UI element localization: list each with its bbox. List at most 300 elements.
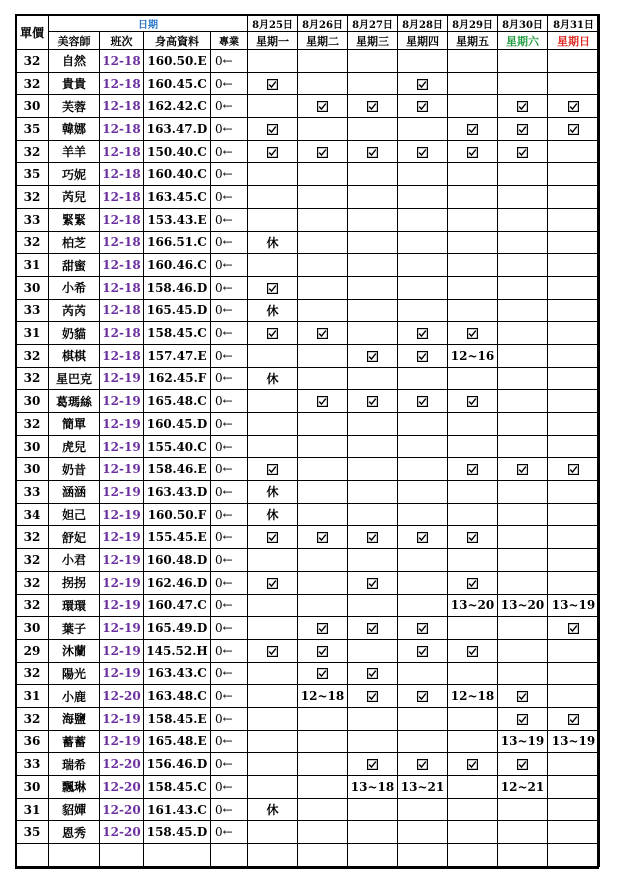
shift-cell: 12-18 bbox=[100, 344, 144, 367]
day-cell bbox=[448, 481, 498, 504]
day-cell bbox=[298, 594, 348, 617]
day-cell bbox=[398, 186, 448, 209]
schedule-table bbox=[15, 14, 600, 867]
day-cell bbox=[548, 503, 600, 526]
day-cell bbox=[548, 72, 600, 95]
day-cell bbox=[498, 481, 548, 504]
day-cell bbox=[498, 50, 548, 73]
day-cell bbox=[298, 140, 348, 163]
checked-box-icon bbox=[467, 124, 478, 135]
day-cell bbox=[398, 254, 448, 277]
shift-cell: 12-19 bbox=[100, 549, 144, 572]
day-cell bbox=[548, 186, 600, 209]
checked-box-icon bbox=[367, 396, 378, 407]
price-cell: 30 bbox=[16, 95, 49, 118]
day-cell: 13~19 bbox=[548, 594, 600, 617]
day-cell bbox=[348, 617, 398, 640]
day-cell bbox=[348, 662, 398, 685]
day-cell bbox=[348, 707, 398, 730]
day-cell bbox=[348, 594, 398, 617]
day-cell bbox=[298, 549, 348, 572]
day-cell bbox=[448, 639, 498, 662]
height-data-cell: 155.40.C bbox=[144, 435, 211, 458]
price-cell: 30 bbox=[16, 617, 49, 640]
table-row bbox=[16, 208, 600, 231]
checked-box-icon bbox=[417, 532, 428, 543]
price-cell: 31 bbox=[16, 685, 49, 708]
table-row bbox=[16, 617, 600, 640]
day-cell bbox=[498, 685, 548, 708]
day-cell bbox=[298, 798, 348, 821]
height-data-cell: 157.47.E bbox=[144, 344, 211, 367]
day-cell bbox=[298, 458, 348, 481]
name-cell: 海鹽 bbox=[49, 707, 100, 730]
date-cell: 8月25日 bbox=[248, 15, 298, 32]
checked-box-icon bbox=[517, 147, 528, 158]
shift-cell: 12-19 bbox=[100, 594, 144, 617]
name-cell: 緊緊 bbox=[49, 208, 100, 231]
profession-cell: 0← bbox=[211, 685, 248, 708]
profession-cell: 0← bbox=[211, 254, 248, 277]
day-cell: 13~21 bbox=[398, 776, 448, 799]
day-cell bbox=[248, 685, 298, 708]
day-cell bbox=[298, 390, 348, 413]
day-cell bbox=[298, 322, 348, 345]
day-cell bbox=[348, 254, 398, 277]
day-cell bbox=[448, 231, 498, 254]
checked-box-icon bbox=[367, 759, 378, 770]
day-cell bbox=[298, 617, 348, 640]
profession-cell: 0← bbox=[211, 798, 248, 821]
checked-box-icon bbox=[267, 646, 278, 657]
profession-cell: 0← bbox=[211, 163, 248, 186]
profession-cell: 0← bbox=[211, 435, 248, 458]
checked-box-icon bbox=[267, 328, 278, 339]
shift-cell: 12-19 bbox=[100, 435, 144, 458]
day-cell bbox=[398, 322, 448, 345]
day-cell: 12~18 bbox=[298, 685, 348, 708]
day-cell: 13~20 bbox=[448, 594, 498, 617]
day-cell bbox=[498, 821, 548, 844]
checked-box-icon bbox=[568, 101, 579, 112]
checked-box-icon bbox=[317, 101, 328, 112]
profession-cell: 0← bbox=[211, 140, 248, 163]
day-cell: 休 bbox=[248, 503, 298, 526]
table-row bbox=[16, 798, 600, 821]
table-row bbox=[16, 662, 600, 685]
name-cell: 環環 bbox=[49, 594, 100, 617]
table-row bbox=[16, 503, 600, 526]
height-data-cell: 145.52.H bbox=[144, 639, 211, 662]
profession-cell: 0← bbox=[211, 821, 248, 844]
price-cell: 31 bbox=[16, 798, 49, 821]
profession-cell: 0← bbox=[211, 231, 248, 254]
name-cell bbox=[49, 844, 100, 867]
checked-box-icon bbox=[467, 147, 478, 158]
day-cell bbox=[398, 526, 448, 549]
header-row-labels bbox=[16, 32, 600, 50]
day-cell bbox=[348, 549, 398, 572]
profession-cell: 0← bbox=[211, 367, 248, 390]
day-cell bbox=[398, 95, 448, 118]
shift-cell: 12-19 bbox=[100, 730, 144, 753]
day-cell bbox=[298, 367, 348, 390]
day-cell: 12~16 bbox=[448, 344, 498, 367]
day-cell bbox=[548, 685, 600, 708]
shift-cell: 12-18 bbox=[100, 140, 144, 163]
day-cell bbox=[348, 685, 398, 708]
day-cell bbox=[448, 299, 498, 322]
day-cell bbox=[298, 344, 348, 367]
date-cell: 8月31日 bbox=[548, 15, 600, 32]
day-cell bbox=[298, 821, 348, 844]
price-cell: 32 bbox=[16, 571, 49, 594]
shift-cell: 12-19 bbox=[100, 458, 144, 481]
day-cell: 休 bbox=[248, 798, 298, 821]
checked-box-icon bbox=[568, 124, 579, 135]
day-cell bbox=[298, 50, 348, 73]
day-cell bbox=[298, 662, 348, 685]
profession-cell: 0← bbox=[211, 549, 248, 572]
day-cell bbox=[498, 639, 548, 662]
day-cell bbox=[448, 95, 498, 118]
day-cell bbox=[248, 435, 298, 458]
price-cell: 30 bbox=[16, 390, 49, 413]
day-cell bbox=[298, 844, 348, 867]
day-cell bbox=[548, 617, 600, 640]
price-cell: 30 bbox=[16, 776, 49, 799]
day-cell bbox=[298, 526, 348, 549]
day-cell bbox=[248, 413, 298, 436]
day-cell bbox=[348, 435, 398, 458]
profession-cell: 0← bbox=[211, 707, 248, 730]
day-cell bbox=[448, 276, 498, 299]
shift-cell: 12-20 bbox=[100, 776, 144, 799]
day-cell bbox=[548, 662, 600, 685]
profession-cell: 0← bbox=[211, 50, 248, 73]
date-cell: 8月30日 bbox=[498, 15, 548, 32]
day-cell bbox=[448, 367, 498, 390]
price-cell: 29 bbox=[16, 639, 49, 662]
day-cell bbox=[498, 844, 548, 867]
day-cell: 休 bbox=[248, 299, 298, 322]
price-cell: 30 bbox=[16, 458, 49, 481]
price-cell: 32 bbox=[16, 526, 49, 549]
price-cell: 32 bbox=[16, 549, 49, 572]
day-cell bbox=[548, 549, 600, 572]
profession-cell: 0← bbox=[211, 299, 248, 322]
day-cell bbox=[348, 231, 398, 254]
name-cell: 棋棋 bbox=[49, 344, 100, 367]
day-cell bbox=[248, 707, 298, 730]
day-cell bbox=[548, 821, 600, 844]
day-cell bbox=[348, 503, 398, 526]
day-cell bbox=[248, 186, 298, 209]
price-cell: 32 bbox=[16, 594, 49, 617]
table-row bbox=[16, 435, 600, 458]
table-row bbox=[16, 753, 600, 776]
table-row bbox=[16, 571, 600, 594]
day-cell bbox=[498, 390, 548, 413]
height-data-cell: 160.40.C bbox=[144, 163, 211, 186]
day-cell bbox=[398, 571, 448, 594]
checked-box-icon bbox=[367, 623, 378, 634]
price-cell: 35 bbox=[16, 118, 49, 141]
height-data-cell: 161.43.C bbox=[144, 798, 211, 821]
table-row bbox=[16, 163, 600, 186]
name-cell: 小希 bbox=[49, 276, 100, 299]
day-cell bbox=[298, 163, 348, 186]
checked-box-icon bbox=[317, 646, 328, 657]
price-cell bbox=[16, 844, 49, 867]
day-cell bbox=[348, 140, 398, 163]
day-cell bbox=[248, 730, 298, 753]
day-cell bbox=[498, 617, 548, 640]
day-cell bbox=[248, 390, 298, 413]
weekday-cell: 星期二 bbox=[298, 32, 348, 50]
day-cell bbox=[548, 526, 600, 549]
name-cell: 簡單 bbox=[49, 413, 100, 436]
height-data-cell: 160.46.C bbox=[144, 254, 211, 277]
day-cell bbox=[248, 844, 298, 867]
day-cell bbox=[298, 776, 348, 799]
day-cell bbox=[348, 208, 398, 231]
day-cell bbox=[298, 435, 348, 458]
day-cell bbox=[298, 118, 348, 141]
day-cell bbox=[498, 367, 548, 390]
profession-cell: 0← bbox=[211, 118, 248, 141]
day-cell bbox=[548, 50, 600, 73]
day-cell bbox=[448, 50, 498, 73]
profession-cell: 0← bbox=[211, 344, 248, 367]
day-cell bbox=[548, 322, 600, 345]
day-cell bbox=[548, 707, 600, 730]
day-cell bbox=[398, 435, 448, 458]
day-cell bbox=[548, 390, 600, 413]
shift-cell: 12-18 bbox=[100, 231, 144, 254]
day-cell bbox=[348, 844, 398, 867]
price-cell: 36 bbox=[16, 730, 49, 753]
day-cell bbox=[248, 322, 298, 345]
day-cell bbox=[298, 254, 348, 277]
checked-box-icon bbox=[317, 328, 328, 339]
day-cell bbox=[348, 344, 398, 367]
day-cell bbox=[348, 413, 398, 436]
day-cell bbox=[298, 276, 348, 299]
checked-box-icon bbox=[467, 578, 478, 589]
day-cell bbox=[398, 798, 448, 821]
table-row bbox=[16, 549, 600, 572]
checked-box-icon bbox=[317, 147, 328, 158]
day-cell bbox=[498, 798, 548, 821]
profession-cell: 0← bbox=[211, 458, 248, 481]
shift-cell: 12-19 bbox=[100, 390, 144, 413]
day-cell: 12~21 bbox=[498, 776, 548, 799]
day-cell bbox=[348, 322, 398, 345]
day-cell bbox=[448, 662, 498, 685]
price-cell: 32 bbox=[16, 413, 49, 436]
day-cell bbox=[448, 208, 498, 231]
day-cell bbox=[498, 549, 548, 572]
day-cell bbox=[498, 163, 548, 186]
shift-cell: 12-18 bbox=[100, 208, 144, 231]
day-cell bbox=[298, 571, 348, 594]
name-cell: 韓娜 bbox=[49, 118, 100, 141]
table-row bbox=[16, 254, 600, 277]
day-cell bbox=[348, 186, 398, 209]
height-data-cell: 160.48.D bbox=[144, 549, 211, 572]
profession-cell: 0← bbox=[211, 594, 248, 617]
weekday-cell: 星期四 bbox=[398, 32, 448, 50]
day-cell bbox=[498, 662, 548, 685]
day-cell bbox=[248, 639, 298, 662]
checked-box-icon bbox=[517, 691, 528, 702]
name-cell: 虎兒 bbox=[49, 435, 100, 458]
day-cell bbox=[248, 140, 298, 163]
name-cell: 飄琳 bbox=[49, 776, 100, 799]
price-cell: 32 bbox=[16, 662, 49, 685]
profession-cell: 0← bbox=[211, 95, 248, 118]
day-cell bbox=[548, 231, 600, 254]
table-row bbox=[16, 390, 600, 413]
price-cell: 33 bbox=[16, 753, 49, 776]
day-cell bbox=[398, 390, 448, 413]
checked-box-icon bbox=[417, 101, 428, 112]
shift-cell: 12-18 bbox=[100, 186, 144, 209]
height-data-cell: 158.45.C bbox=[144, 322, 211, 345]
height-data-cell: 160.45.C bbox=[144, 72, 211, 95]
height-data-cell: 160.50.F bbox=[144, 503, 211, 526]
profession-cell: 0← bbox=[211, 208, 248, 231]
day-cell bbox=[398, 458, 448, 481]
table-row bbox=[16, 367, 600, 390]
day-cell bbox=[398, 549, 448, 572]
shift-cell: 12-19 bbox=[100, 571, 144, 594]
checked-box-icon bbox=[417, 328, 428, 339]
name-cell: 羊羊 bbox=[49, 140, 100, 163]
shift-cell: 12-18 bbox=[100, 50, 144, 73]
day-cell bbox=[448, 413, 498, 436]
checked-box-icon bbox=[317, 668, 328, 679]
weekday-cell: 星期三 bbox=[348, 32, 398, 50]
height-data-cell: 158.45.C bbox=[144, 776, 211, 799]
day-cell bbox=[398, 344, 448, 367]
day-cell bbox=[398, 208, 448, 231]
day-cell bbox=[548, 753, 600, 776]
day-cell bbox=[498, 753, 548, 776]
name-cell: 貴貴 bbox=[49, 72, 100, 95]
day-cell bbox=[248, 776, 298, 799]
checked-box-icon bbox=[467, 396, 478, 407]
weekday-cell-sunday: 星期日 bbox=[548, 32, 600, 50]
shift-cell: 12-19 bbox=[100, 617, 144, 640]
weekday-cell: 星期五 bbox=[448, 32, 498, 50]
checked-box-icon bbox=[568, 714, 579, 725]
name-cell: 奶昔 bbox=[49, 458, 100, 481]
day-cell bbox=[248, 72, 298, 95]
day-cell bbox=[348, 753, 398, 776]
day-cell bbox=[448, 435, 498, 458]
table-row bbox=[16, 481, 600, 504]
shift-cell: 12-19 bbox=[100, 413, 144, 436]
profession-cell: 0← bbox=[211, 390, 248, 413]
day-cell bbox=[548, 571, 600, 594]
day-cell bbox=[348, 730, 398, 753]
checked-box-icon bbox=[367, 691, 378, 702]
name-cell: 恩秀 bbox=[49, 821, 100, 844]
name-cell: 小鹿 bbox=[49, 685, 100, 708]
height-data-cell: 163.43.C bbox=[144, 662, 211, 685]
table-row bbox=[16, 413, 600, 436]
day-cell bbox=[498, 344, 548, 367]
day-cell bbox=[398, 367, 448, 390]
height-data-header: 身高資料 bbox=[144, 32, 211, 50]
day-cell bbox=[498, 299, 548, 322]
day-cell bbox=[398, 163, 448, 186]
day-cell bbox=[398, 118, 448, 141]
checked-box-icon bbox=[417, 351, 428, 362]
checked-box-icon bbox=[267, 532, 278, 543]
checked-box-icon bbox=[267, 578, 278, 589]
day-cell bbox=[498, 95, 548, 118]
day-cell bbox=[398, 481, 448, 504]
table-row bbox=[16, 322, 600, 345]
name-cell: 沐蘭 bbox=[49, 639, 100, 662]
day-cell bbox=[398, 617, 448, 640]
profession-cell: 0← bbox=[211, 481, 248, 504]
name-cell: 柏芝 bbox=[49, 231, 100, 254]
name-cell: 甜蜜 bbox=[49, 254, 100, 277]
day-cell bbox=[348, 163, 398, 186]
table-row bbox=[16, 50, 600, 73]
height-data-cell: 158.45.D bbox=[144, 821, 211, 844]
name-cell: 涵涵 bbox=[49, 481, 100, 504]
price-cell: 30 bbox=[16, 276, 49, 299]
day-cell bbox=[448, 118, 498, 141]
table-row bbox=[16, 458, 600, 481]
checked-box-icon bbox=[517, 714, 528, 725]
price-cell: 31 bbox=[16, 254, 49, 277]
checked-box-icon bbox=[367, 578, 378, 589]
checked-box-icon bbox=[417, 396, 428, 407]
day-cell bbox=[248, 753, 298, 776]
profession-cell: 0← bbox=[211, 571, 248, 594]
date-cell: 8月27日 bbox=[348, 15, 398, 32]
table-row bbox=[16, 231, 600, 254]
day-cell bbox=[448, 163, 498, 186]
day-cell bbox=[248, 254, 298, 277]
table-row bbox=[16, 526, 600, 549]
name-cell: 小君 bbox=[49, 549, 100, 572]
day-cell bbox=[398, 594, 448, 617]
height-data-cell: 156.46.D bbox=[144, 753, 211, 776]
height-data-cell: 160.45.D bbox=[144, 413, 211, 436]
date-header: 日期 bbox=[49, 15, 248, 32]
day-cell bbox=[548, 639, 600, 662]
checked-box-icon bbox=[367, 147, 378, 158]
day-cell bbox=[448, 549, 498, 572]
day-cell bbox=[448, 186, 498, 209]
day-cell bbox=[448, 844, 498, 867]
day-cell bbox=[548, 299, 600, 322]
day-cell bbox=[398, 639, 448, 662]
day-cell bbox=[298, 481, 348, 504]
price-cell: 32 bbox=[16, 186, 49, 209]
day-cell bbox=[548, 776, 600, 799]
name-cell: 奶貓 bbox=[49, 322, 100, 345]
day-cell bbox=[248, 118, 298, 141]
price-cell: 33 bbox=[16, 299, 49, 322]
